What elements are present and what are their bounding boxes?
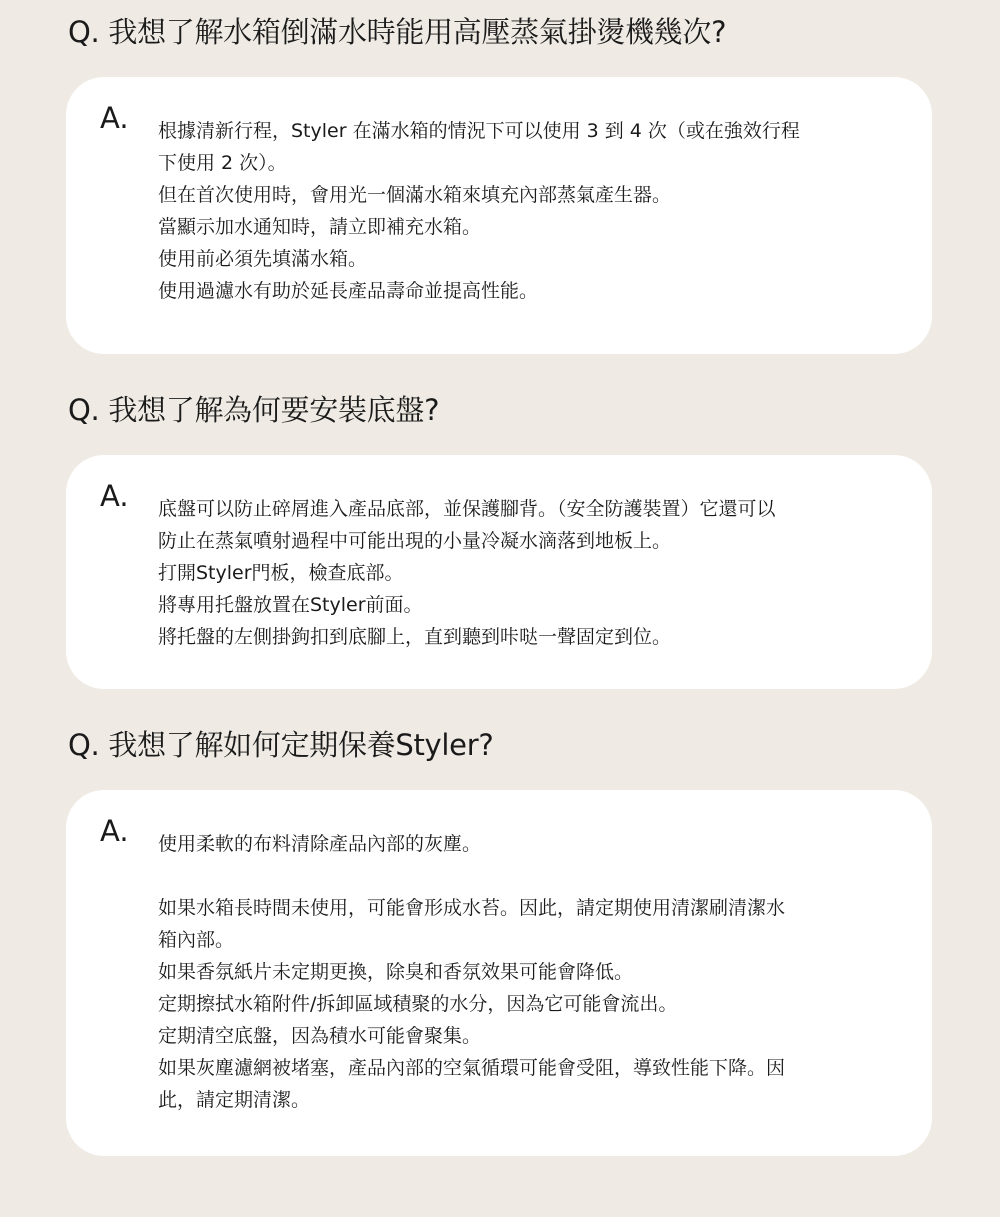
answer-line: 如果香氛紙片未定期更換，除臭和香氛效果可能會降低。 [158, 961, 634, 983]
answer-marker: A. [100, 101, 129, 135]
answer-text [158, 493, 888, 653]
answer-line: 如果灰塵濾網被堵塞，產品內部的空氣循環可能會受阻，導致性能下降。因 [158, 1057, 786, 1079]
answer-card [66, 77, 932, 354]
answer-line: 但在首次使用時，會用光一個滿水箱來填充內部蒸氣產生器。 [158, 184, 672, 206]
answer-text [158, 115, 888, 307]
answer-line: 使用過濾水有助於延長產品壽命並提高性能。 [158, 280, 539, 302]
faq-question: Q. 我想了解水箱倒滿水時能用高壓蒸氣掛燙機幾次? [68, 15, 727, 49]
answer-line: 底盤可以防止碎屑進入產品底部，並保護腳背。（安全防護裝置）它還可以 [158, 498, 776, 520]
answer-line: 將托盤的左側掛鉤扣到底腳上，直到聽到咔哒一聲固定到位。 [158, 626, 672, 648]
answer-marker: A. [100, 814, 129, 848]
answer-line: 箱內部。 [158, 929, 235, 951]
answer-line: 將專用托盤放置在Styler前面。 [158, 594, 423, 616]
answer-marker: A. [100, 479, 129, 513]
answer-line: 使用柔軟的布料清除產品內部的灰塵。 [158, 833, 482, 855]
answer-line: 防止在蒸氣噴射過程中可能出現的小量冷凝水滴落到地板上。 [158, 530, 672, 552]
faq-question: Q. 我想了解如何定期保養Styler? [68, 728, 494, 762]
faq-question: Q. 我想了解為何要安裝底盤? [68, 393, 440, 427]
answer-card [66, 455, 932, 689]
answer-line: 定期清空底盤，因為積水可能會聚集。 [158, 1025, 482, 1047]
answer-line: 下使用 2 次）。 [158, 152, 287, 174]
answer-blank-line [158, 860, 888, 892]
answer-text [158, 828, 888, 1116]
answer-line: 如果水箱長時間未使用，可能會形成水苔。因此，請定期使用清潔刷清潔水 [158, 897, 786, 919]
answer-line: 當顯示加水通知時，請立即補充水箱。 [158, 216, 482, 238]
answer-line: 定期擦拭水箱附件/拆卸區域積聚的水分，因為它可能會流出。 [158, 993, 678, 1015]
answer-line: 根據清新行程，Styler 在滿水箱的情況下可以使用 3 到 4 次（或在強效行程 [158, 120, 800, 142]
answer-line: 此，請定期清潔。 [158, 1089, 311, 1111]
answer-card [66, 790, 932, 1156]
answer-line: 打開Styler門板，檢查底部。 [158, 562, 404, 584]
answer-line: 使用前必須先填滿水箱。 [158, 248, 368, 270]
